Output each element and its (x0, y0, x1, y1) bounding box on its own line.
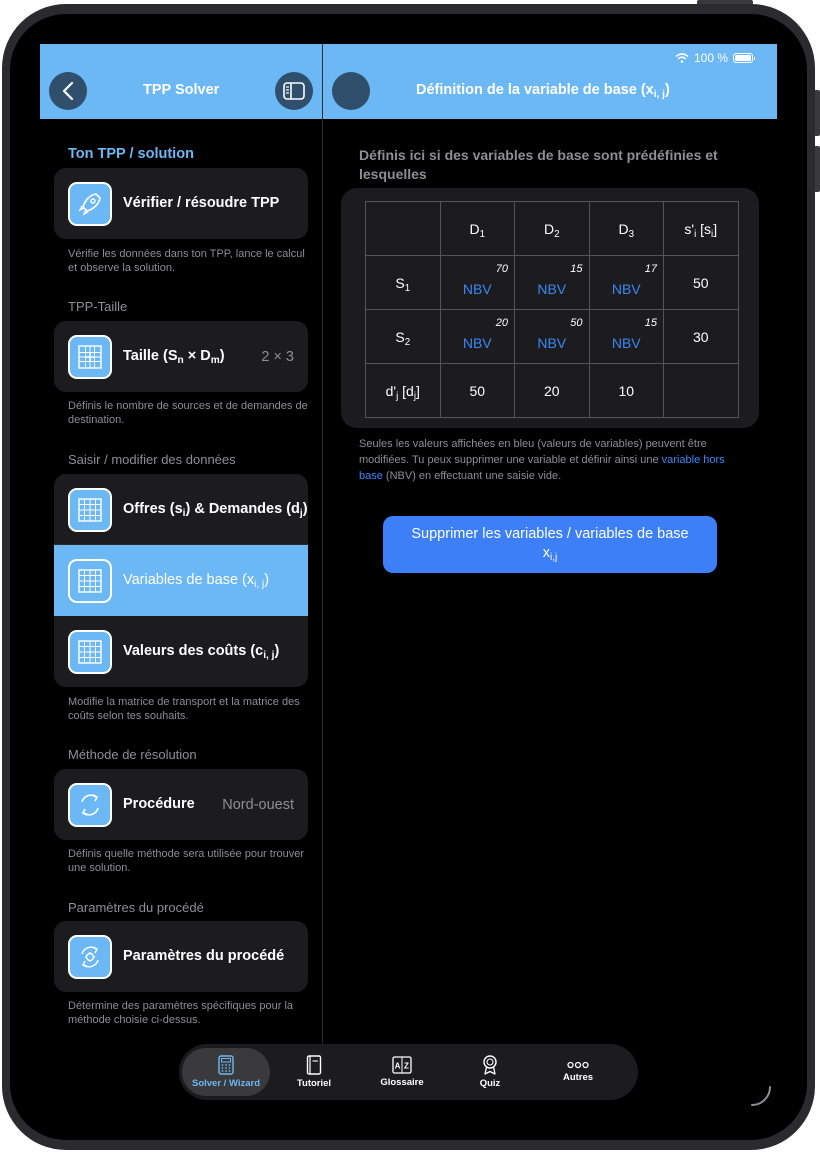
tab-bar (179, 1044, 638, 1100)
tab-label: Solver / Wizard (191, 1078, 261, 1089)
delete-button-line2: $x_{i,j}$ (542, 545, 558, 563)
grid-icon (68, 488, 112, 532)
battery-icon (733, 53, 753, 63)
matrix-header-row (366, 202, 739, 256)
variable-value[interactable]: NBV (537, 334, 567, 351)
demand-cell-d3: 10 (589, 364, 664, 418)
variable-value[interactable]: NBV (462, 334, 492, 351)
supply-cell-s1: 50 (664, 256, 739, 310)
row-basic-variables-label (123, 571, 269, 591)
right-nav-title (416, 82, 670, 98)
tab-label: Autres (562, 1072, 594, 1083)
supply-cell-s2: 30 (664, 310, 739, 364)
row-header-demand: $d'_j$ $[d_j]$ (366, 364, 441, 418)
matrix-cell[interactable] (589, 310, 664, 364)
matrix-cell[interactable] (440, 310, 515, 364)
svg-text:Z: Z (404, 1061, 409, 1071)
row2-b: ) (264, 571, 270, 588)
book-icon (306, 1055, 322, 1075)
row-header-s1: $S_1$ (366, 256, 441, 310)
card-size (54, 321, 308, 392)
tab-label: Quiz (479, 1078, 501, 1089)
right-footer-note (359, 436, 749, 484)
gear-cycle-icon (68, 935, 112, 979)
right-nav-title-end: ) (664, 82, 670, 98)
sidebar-toggle-button[interactable] (275, 72, 313, 110)
grid-icon (68, 630, 112, 674)
split-divider (322, 44, 323, 1080)
row-size[interactable] (54, 321, 308, 392)
tab-autres[interactable] (534, 1048, 622, 1096)
left-nav-bar (40, 44, 322, 119)
cost-value: 70 (495, 263, 508, 275)
card-solution (54, 168, 308, 239)
calculator-icon (218, 1055, 234, 1075)
svg-text:A: A (394, 1061, 401, 1071)
grid-icon (68, 559, 112, 603)
matrix-cell[interactable] (440, 256, 515, 310)
matrix-row-s1 (366, 256, 739, 310)
row-cost-values-label (123, 642, 279, 662)
tab-quiz[interactable] (446, 1048, 534, 1096)
footer-method: Définis quelle méthode sera utilisée pour trouver une solution. (68, 848, 305, 874)
matrix-empty-cell (664, 364, 739, 418)
footer-data: Modifie la matrice de transport et la matrice des coûts selon tes souhaits. (68, 696, 300, 722)
tab-label: Glossaire (380, 1077, 424, 1088)
right-footer-a: Seules les valeurs affichées en bleu (valeurs de variables) peuvent être modifiées. Tu peux supprimer une variable et définir ainsi une (359, 438, 707, 466)
left-nav-title: TPP Solver (143, 82, 220, 98)
row-supply-demand-label (123, 500, 308, 520)
row-size-label (123, 347, 225, 367)
row-procedure[interactable] (54, 769, 308, 840)
section-header-params: Paramètres du procédé (68, 900, 204, 915)
row-supply-demand[interactable] (54, 474, 308, 545)
cycle-arrows-icon (68, 783, 112, 827)
right-footer-b: (NBV) en effectuant une saisie vide. (382, 470, 562, 482)
col-header-d2: $D_2$ (515, 202, 590, 256)
row-size-label-end: ) (219, 347, 225, 364)
more-icon (567, 1061, 589, 1069)
row-header-s2: $S_2$ (366, 310, 441, 364)
col-header-supply: $s'_i$ $[s_i]$ (664, 202, 739, 256)
row1-c: ) (302, 500, 308, 517)
glossary-icon (392, 1056, 412, 1074)
matrix-demand-row (366, 364, 739, 418)
tab-label: Tutoriel (296, 1078, 332, 1089)
row3-s: i, j (263, 649, 275, 661)
matrix-row-s2 (366, 310, 739, 364)
nbv-link[interactable]: variable hors base (359, 454, 725, 482)
row-basic-variables[interactable] (54, 545, 308, 616)
matrix-corner-cell (366, 202, 441, 256)
right-nav-bar (323, 44, 777, 119)
screen (40, 44, 777, 1089)
demand-cell-d1: 50 (440, 364, 515, 418)
footer-size: Définis le nombre de sources et de demandes de destination. (68, 400, 308, 426)
row-size-value: 2 × 3 (261, 348, 294, 365)
row2-a: Variables de base (x (123, 571, 255, 588)
battery-text: 100 % (693, 51, 728, 65)
row1-s1: i (182, 507, 186, 519)
section-header-method: Méthode de résolution (68, 747, 197, 762)
cost-value: 15 (570, 263, 583, 275)
wifi-icon (675, 53, 689, 63)
section-header-size: TPP-Taille (68, 299, 128, 314)
cost-value: 20 (495, 317, 508, 329)
tab-tutoriel[interactable] (270, 1048, 358, 1096)
tab-solver-wizard[interactable] (182, 1048, 270, 1096)
chevron-left-icon (62, 81, 74, 101)
matrix-cell[interactable] (515, 256, 590, 310)
row1-b: ) & Demandes (d (185, 500, 300, 517)
row1-a: Offres (s (123, 500, 183, 517)
section-header-solution: Ton TPP / solution (68, 146, 194, 162)
row-size-sub-m: m (210, 354, 220, 366)
col-header-d1: $D_1$ (440, 202, 515, 256)
row-params[interactable] (54, 921, 308, 992)
badge-icon (482, 1055, 498, 1075)
variable-value[interactable]: NBV (611, 280, 641, 297)
demand-cell-d2: 20 (515, 364, 590, 418)
variable-value[interactable]: NBV (537, 280, 567, 297)
row-verify-solve-label: Vérifier / résoudre TPP (123, 195, 280, 211)
row-size-sub-n: n (177, 354, 184, 366)
status-bar (675, 51, 753, 65)
variable-value[interactable]: NBV (462, 280, 492, 297)
rocket-icon (68, 182, 112, 226)
matrix-cell[interactable] (515, 310, 590, 364)
row-cost-values[interactable] (54, 616, 308, 687)
grid-resize-icon (68, 335, 112, 379)
col-header-d3: $D_3$ (589, 202, 664, 256)
right-nav-title-text: Définition de la variable de base (x (416, 82, 654, 98)
matrix-cell[interactable] (589, 256, 664, 310)
section-header-data: Saisir / modifier des données (68, 452, 236, 467)
row-size-label-mid: × D (183, 347, 211, 364)
cost-value: 15 (644, 317, 657, 329)
row-verify-solve[interactable] (54, 168, 308, 239)
card-data (54, 474, 308, 687)
delete-variables-button[interactable] (383, 516, 717, 573)
cost-value: 17 (644, 263, 657, 275)
row2-s: i, j (254, 578, 265, 590)
footer-solution: Vérifie les données dans ton TPP, lance le calcul et observe la solution. (68, 248, 305, 274)
row1-s2: j (299, 507, 303, 519)
row3-a: Valeurs des coûts (c (123, 642, 264, 659)
right-header-button[interactable] (332, 72, 370, 110)
row3-b: ) (274, 642, 280, 659)
matrix-container (341, 188, 759, 428)
tab-glossaire[interactable] (358, 1048, 446, 1096)
corner-indicator-icon (750, 1085, 772, 1107)
delete-button-line1: Supprimer les variables / variables de base (411, 526, 689, 542)
row-procedure-label: Procédure (123, 796, 195, 812)
right-nav-title-sub: i, j (653, 89, 665, 100)
row-procedure-value: Nord-ouest (222, 796, 294, 813)
back-button[interactable] (49, 72, 87, 110)
right-title: Définis ici si des variables de base sont prédéfinies et lesquelles (359, 147, 718, 182)
row-size-label-a: Taille (S (123, 347, 178, 364)
transport-matrix (365, 201, 739, 418)
variable-value[interactable]: NBV (611, 334, 641, 351)
card-method (54, 769, 308, 840)
cost-value: 50 (570, 317, 583, 329)
footer-params: Détermine des paramètres spécifiques pour la méthode choisie ci-dessus. (68, 1000, 294, 1026)
sidebar-icon (283, 82, 305, 100)
row-params-label: Paramètres du procédé (123, 948, 285, 964)
card-params (54, 921, 308, 992)
